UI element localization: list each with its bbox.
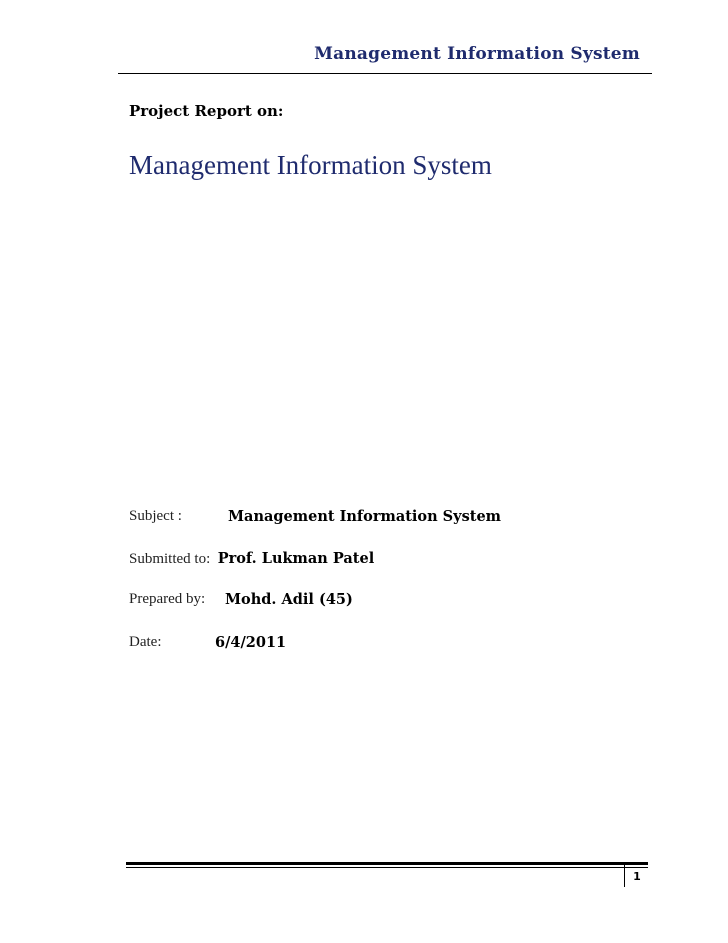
date-field xyxy=(129,634,287,651)
submitted-to-field xyxy=(129,550,374,568)
footer-rule-thin xyxy=(126,867,648,868)
header-rule xyxy=(118,73,652,74)
document-title: Management Information System xyxy=(129,150,492,180)
submitted-to-label: Submitted to: xyxy=(129,551,211,567)
subject-value: Management Information System xyxy=(228,508,502,525)
prepared-by-value: Mohd. Adil (45) xyxy=(225,591,353,608)
date-value: 6/4/2011 xyxy=(215,634,287,651)
subject-label: Subject : xyxy=(129,508,182,524)
submitted-to-value: Prof. Lukman Patel xyxy=(217,550,375,567)
date-label: Date: xyxy=(129,634,162,650)
page-number: 1 xyxy=(624,865,649,887)
report-intro: Project Report on: xyxy=(129,102,284,120)
footer-rule-thick xyxy=(126,862,648,865)
running-header-title: Management Information System xyxy=(314,44,640,64)
prepared-by-label: Prepared by: xyxy=(129,591,206,607)
subject-field xyxy=(129,508,502,525)
prepared-by-field xyxy=(129,591,353,608)
